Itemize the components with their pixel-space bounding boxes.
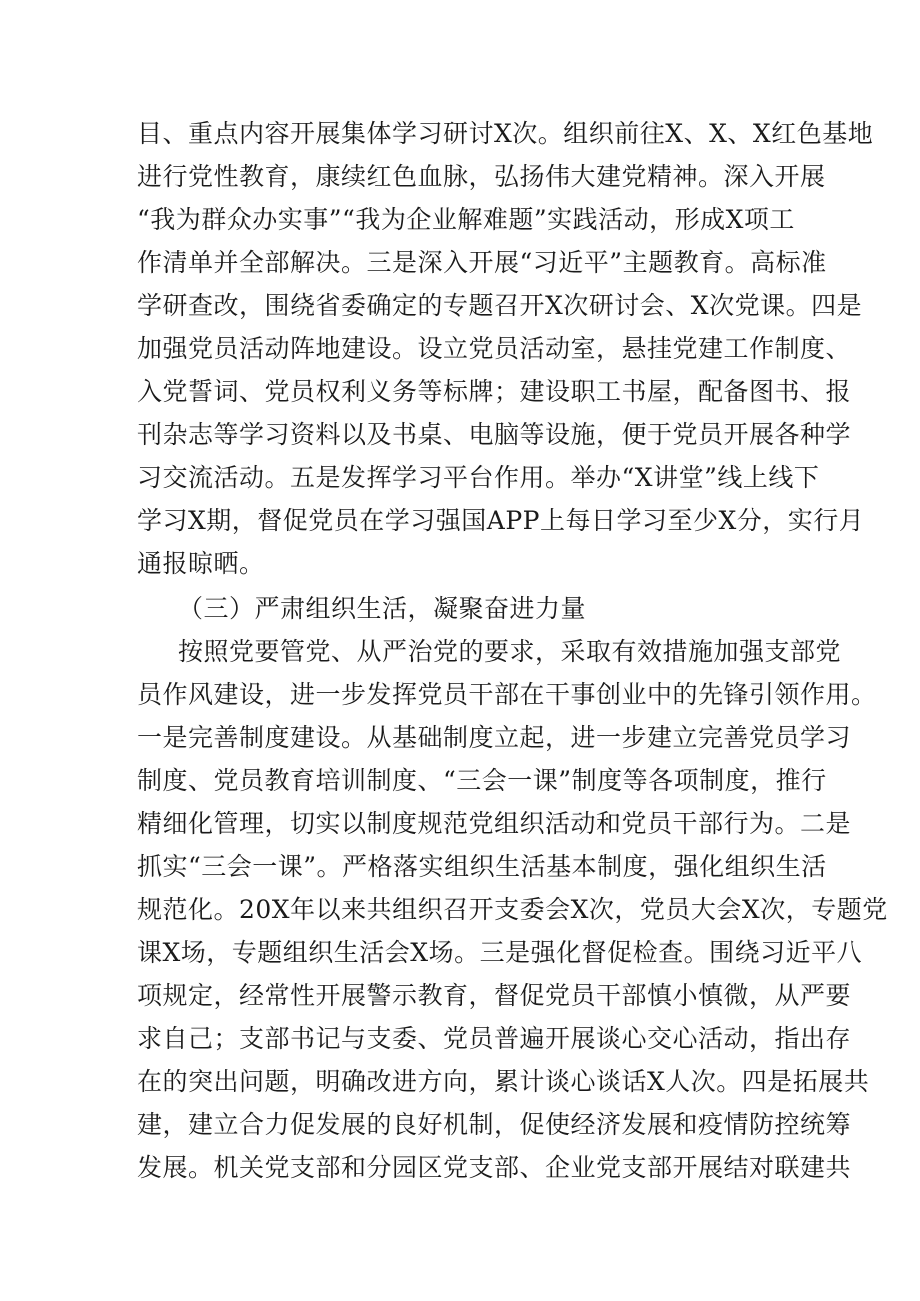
paragraph-2-line-8: 课X场，专题组织生活会X场。三是强化督促检查。围绕习近平八 <box>137 938 863 967</box>
paragraph-1-line-4: 作清单并全部解决。三是深入开展“习近平”主题教育。高标准 <box>137 248 827 277</box>
paragraph-1-line-3: “我为群众办实事”“我为企业解难题”实践活动，形成X项工 <box>137 205 795 234</box>
paragraph-2-line-1: 按照党要管党、从严治党的要求，采取有效措施加强支部党 <box>178 637 842 666</box>
paragraph-1-line-5: 学研查改，围绕省委确定的专题召开X次研讨会、X次党课。四是 <box>137 291 863 320</box>
paragraph-2-line-12: 建，建立合力促发展的良好机制，促使经济发展和疫情防控统筹 <box>137 1110 852 1139</box>
paragraph-2-line-5: 精细化管理，切实以制度规范党组织活动和党员干部行为。二是 <box>137 809 852 838</box>
paragraph-1-line-8: 刊杂志等学习资料以及书桌、电脑等设施，便于党员开展各种学 <box>137 420 852 449</box>
paragraph-1-line-11: 通报晾晒。 <box>137 549 265 578</box>
paragraph-1-line-2: 进行党性教育，康续红色血脉，弘扬伟大建党精神。深入开展 <box>137 162 826 191</box>
section-heading: （三）严肃组织生活，凝聚奋进力量 <box>178 594 587 623</box>
paragraph-1-line-9: 习交流活动。五是发挥学习平台作用。举办“X讲堂”线上线下 <box>137 463 820 492</box>
paragraph-2-line-4: 制度、党员教育培训制度、“三会一课”制度等各项制度，推行 <box>137 766 827 795</box>
paragraph-2-line-13: 发展。机关党支部和分园区党支部、企业党支部开展结对联建共 <box>137 1153 852 1182</box>
paragraph-1-line-6: 加强党员活动阵地建设。设立党员活动室，悬挂党建工作制度、 <box>137 334 852 363</box>
paragraph-1-line-7: 入党誓词、党员权利义务等标牌；建设职工书屋，配备图书、报 <box>137 377 852 406</box>
paragraph-1-line-10: 学习X期，督促党员在学习强国APP上每日学习至少X分，实行月 <box>137 506 865 535</box>
paragraph-2-line-9: 项规定，经常性开展警示教育，督促党员干部慎小慎微，从严要 <box>137 981 852 1010</box>
paragraph-2-line-11: 在的突出问题，明确改进方向，累计谈心谈话X人次。四是拓展共 <box>137 1067 870 1096</box>
paragraph-2-line-10: 求自己；支部书记与支委、党员普遍开展谈心交心活动，指出存 <box>137 1024 852 1053</box>
paragraph-1-line-1: 目、重点内容开展集体学习研讨X次。组织前往X、X、X红色基地 <box>137 119 874 148</box>
paragraph-2-line-3: 一是完善制度建设。从基础制度立起，进一步建立完善党员学习 <box>137 723 852 752</box>
paragraph-2-line-6: 抓实“三会一课”。严格落实组织生活基本制度，强化组织生活 <box>137 852 827 881</box>
paragraph-2-line-7: 规范化。20X年以来共组织召开支委会X次，党员大会X次，专题党 <box>137 895 888 924</box>
paragraph-2-line-2: 员作风建设，进一步发挥党员干部在干事创业中的先锋引领作用。 <box>137 680 877 709</box>
